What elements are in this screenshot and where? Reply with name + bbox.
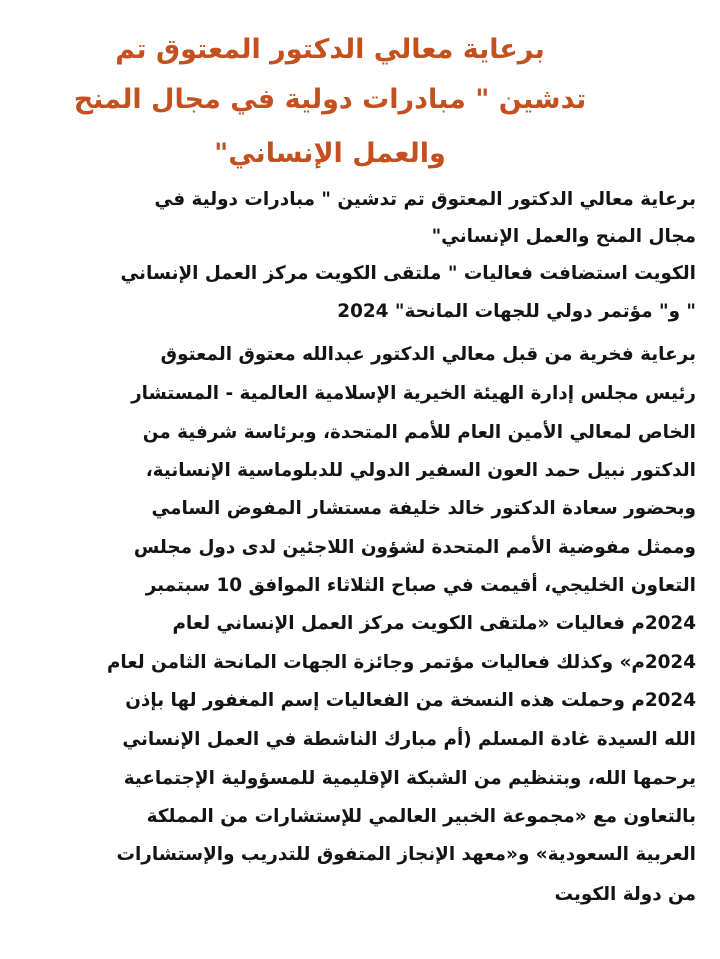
body-line-1: برعاية معالي الدكتور المعتوق تم تدشين " مبادرات دولية في [154, 189, 696, 210]
body-line-17: بالتعاون مع «مجموعة الخبير العالمي للإستشارات من المملكة [146, 806, 696, 827]
headline-line-3: والعمل الإنساني" [214, 138, 446, 169]
body-line-13: 2024م» وكذلك فعاليات مؤتمر وجائزة الجهات المانحة الثامن لعام [106, 652, 696, 673]
body-line-5: برعاية فخرية من قبل معالي الدكتور عبدالله معتوق المعتوق [160, 344, 696, 365]
headline-line-1: برعاية معالي الدكتور المعتوق تم [115, 34, 545, 65]
body-line-12: 2024م فعاليات «ملتقى الكويت مركز العمل الإنساني لعام [172, 613, 696, 634]
body-line-4: " و" مؤتمر دولي للجهات المانحة" 2024 [337, 301, 696, 322]
body-line-7: الخاص لمعالي الأمين العام للأمم المتحدة، وبرئاسة شرفية من [142, 422, 696, 443]
body-line-19: من دولة الكويت [554, 884, 696, 905]
body-line-3: الكويت استضافت فعاليات " ملتقى الكويت مركز العمل الإنساني [120, 263, 696, 284]
body-line-9: وبحضور سعادة الدكتور خالد خليفة مستشار المفوض السامي [151, 498, 696, 519]
body-line-11: التعاون الخليجي، أقيمت في صباح الثلاثاء الموافق 10 سبتمبر [145, 575, 696, 596]
body-line-15: الله السيدة غادة المسلم (أم مبارك الناشطة في العمل الإنساني [122, 729, 696, 750]
body-line-14: 2024م وحملت هذه النسخة من الفعاليات إسم المغفور لها بإذن [125, 690, 696, 711]
body-line-2: مجال المنح والعمل الإنساني" [431, 226, 696, 247]
body-line-16: يرحمها الله، وبتنظيم من الشبكة الإقليمية للمسؤولية الإجتماعية [123, 768, 696, 789]
headline-line-2: تدشين " مبادرات دولية في مجال المنح [73, 84, 587, 115]
body-line-10: وممثل مفوضية الأمم المتحدة لشؤون اللاجئين لدى دول مجلس [133, 537, 696, 558]
body-line-18: العربية السعودية» و«معهد الإنجاز المتفوق للتدريب والإستشارات [116, 844, 696, 865]
body-line-6: رئيس مجلس إدارة الهيئة الخيرية الإسلامية العالمية - المستشار [131, 383, 696, 404]
body-line-8: الدكتور نبيل حمد العون السفير الدولي للدبلوماسية الإنسانية، [145, 460, 696, 481]
